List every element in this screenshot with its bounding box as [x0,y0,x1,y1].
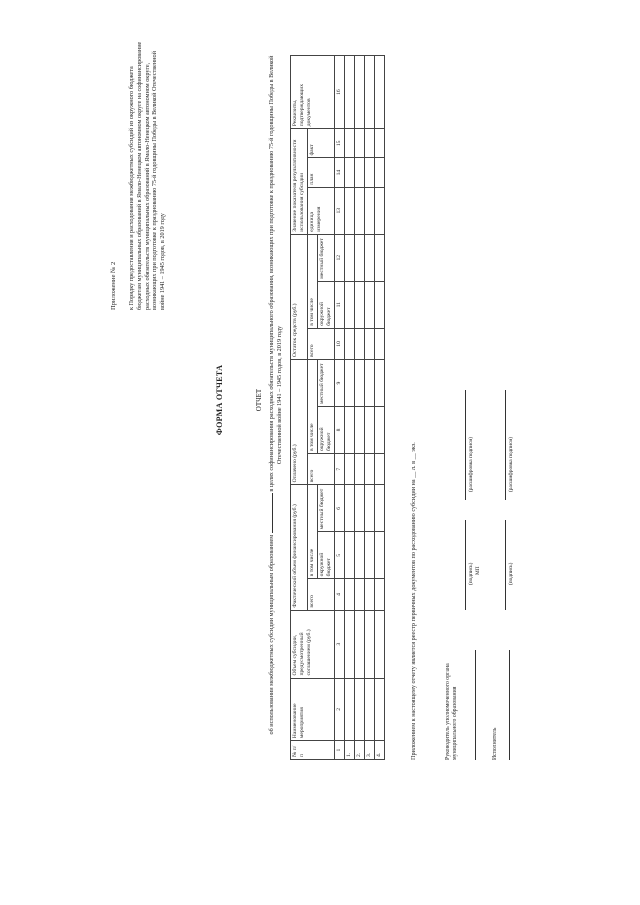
column-number: 4 [334,579,344,610]
header-indicator: Значение показателя результативности использования субсидии [291,129,308,234]
header-fact: факт [307,129,334,158]
column-number: 3 [334,610,344,678]
table-row [364,56,374,760]
column-number: 5 [334,532,344,579]
column-number: 7 [334,454,344,485]
head-signature-caption: (подпись) [468,562,474,585]
header-financing-total: всего [307,579,334,610]
column-number: 14 [334,158,344,187]
header-paid: Оплачено (руб.) [291,360,308,485]
column-number: 1 [334,741,344,760]
header-paid-district: окружной бюджет [317,407,334,454]
header-remain: Остаток средств (руб.) [291,234,308,359]
column-number: 10 [334,328,344,359]
stamp-label: МП [475,566,481,575]
rotated-page [100,20,520,780]
header-paid-total: всего [307,454,334,485]
appendix-block [110,40,167,310]
row-number: 1. [344,741,354,760]
table-row [344,56,354,760]
executor-position-line [509,650,510,760]
head-title: Руководитель уполномоченного органа муниципального образования [445,663,459,760]
subtitle-before: об использовании межбюджетных субсидии муниципальным образованием [268,534,275,735]
form-title: ФОРМА ОТЧЕТА [215,364,224,436]
header-paid-local: местный бюджет [317,360,334,407]
column-number-row [334,56,344,760]
row-number: 2. [354,741,364,760]
header-financing: Фактический объем финансирования (руб.) [291,485,308,610]
head-signature-line [465,520,466,610]
column-number: 2 [334,678,344,741]
executor-decode-caption: (расшифровка подписи) [508,436,514,492]
header-remain-local: местный бюджет [317,234,334,281]
header-remain-total: всего [307,328,334,359]
header-requisites: Реквизиты, подтверждающих документов [291,56,335,129]
executor-signature-line [505,520,506,610]
table-row [374,56,384,760]
report-subtitle [268,50,284,740]
column-number: 13 [334,187,344,234]
appendix-title: Приложение № 2 [110,261,117,310]
report-title: ОТЧЕТ [255,388,263,412]
row-number: 3. [364,741,374,760]
row-number: 4. [374,741,384,760]
header-volume: Объем субсидии, предусмотренный соглашением (руб.) [291,610,335,678]
header-unit: единица измерения [307,187,334,234]
header-remain-district: окружной бюджет [317,281,334,328]
header-name: Наименование мероприятия [291,678,335,741]
appendix-note: Приложением к настоящему отчету является реестр первичных документов по расходованию субсидии на __ л. в __ экз. [410,442,417,760]
header-paid-incl: в том числе [307,360,317,454]
report-table [290,55,385,760]
header-financing-district: окружной бюджет [317,532,334,579]
table-row [354,56,364,760]
header-plan: план [307,158,334,187]
column-number: 16 [334,56,344,129]
head-signature-block [445,40,481,760]
column-number: 11 [334,281,344,328]
column-number: 8 [334,407,344,454]
executor-decode-line [505,390,506,500]
head-decode-caption: (расшифровка подписи) [468,436,474,492]
executor-signature-block [487,40,519,760]
column-number: 15 [334,129,344,158]
header-remain-incl: в том числе [307,234,317,328]
municipality-blank [272,493,273,533]
header-row-1 [291,56,308,760]
subtitle-after: в целях софинансирования расходных обязательств муниципального образования, возникающих при подготовке к празднованию 75-й годовщины Победы в Великой Отечественной войне 1941 – 1945 годов, в 2019 году [268,55,283,492]
header-financing-incl: в том числе [307,485,317,579]
header-financing-local: местный бюджет [317,485,334,532]
executor-title: Исполнитель [492,727,498,760]
signature-section [445,40,519,760]
appendix-text: к Порядку предоставления и расходования межбюджетных субсидий из окружного бюджета бюджетам муниципальных образований в Ямало-Ненецком автономном округе на софинансирование расходных обязательств муниципальных образований в Ямало-Ненецком автономном округе, возникающих при подготовке к празднованию 75-й годовщины Победы в Великой Отечественной войне 1941 – 1945 годов, в 2019 году [128,41,167,310]
executor-signature-caption: (подпись) [508,562,514,585]
head-decode-line [465,390,466,500]
column-number: 6 [334,485,344,532]
header-no: № п/п [291,741,335,760]
head-position-line [475,650,476,760]
column-number: 12 [334,234,344,281]
column-number: 9 [334,360,344,407]
